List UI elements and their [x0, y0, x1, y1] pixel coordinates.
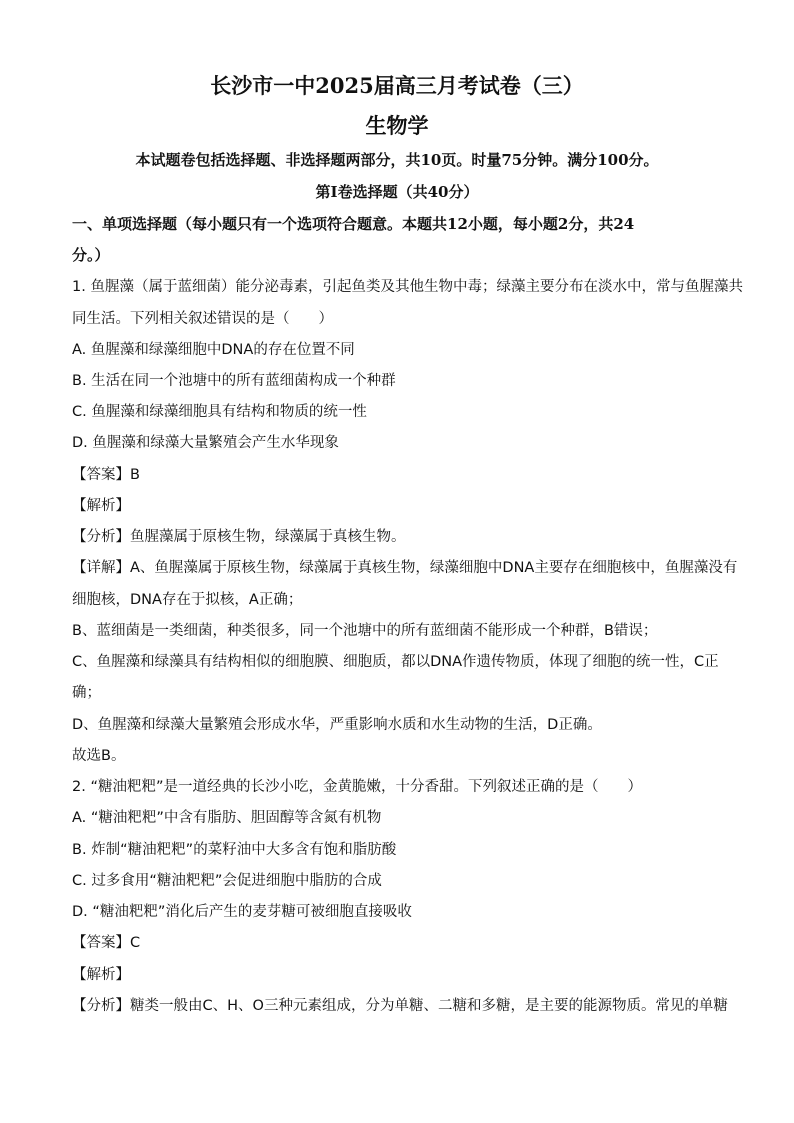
q1-detail-line: 确； [72, 685, 101, 701]
q2-stem: 2. “糖油粑粑”是一道经典的长沙小吃，金黄脆嫩，十分香甜。下列叙述正确的是（ ） [72, 779, 642, 795]
q1-stem-line1: 1. 鱼腥藻（属于蓝细菌）能分泌毒素，引起鱼类及其他生物中毒；绿藻主要分布在淡水中，常与鱼腥藻共 [72, 279, 743, 295]
q1-detail-line: 【详解】A、鱼腥藻属于原核生物，绿藻属于真核生物，绿藻细胞中DNA主要存在细胞核中，鱼腥藻没有 [72, 560, 738, 576]
exam-instructions: 本试题卷包括选择题、非选择题两部分，共10页。时量75分钟。满分100分。 [135, 151, 659, 169]
q1-detail-line: D、鱼腥藻和绿藻大量繁殖会形成水华，严重影响水质和水生动物的生活，D正确。 [72, 717, 602, 733]
q1-fenxi: 【分析】鱼腥藻属于原核生物，绿藻属于真核生物。 [72, 529, 406, 545]
exam-title: 长沙市一中2025届高三月考试卷（三） [210, 73, 584, 98]
q2-option-b: B. 炸制“糖油粑粑”的菜籽油中大多含有饱和脂肪酸 [72, 842, 397, 858]
q1-detail-line: 故选B。 [72, 748, 126, 764]
q1-detail-line: 细胞核，DNA存在于拟核，A正确； [72, 592, 303, 608]
q1-option-c: C. 鱼腥藻和绿藻细胞具有结构和物质的统一性 [72, 404, 367, 420]
q1-detail-line: B、蓝细菌是一类细菌，种类很多，同一个池塘中的所有蓝细菌不能形成一个种群，B错误； [72, 623, 658, 639]
q1-option-d: D. 鱼腥藻和绿藻大量繁殖会产生水华现象 [72, 435, 339, 451]
q2-option-a: A. “糖油粑粑”中含有脂肪、胆固醇等含氮有机物 [72, 810, 382, 826]
q2-analysis-label: 【解析】 [72, 967, 130, 983]
q1-option-b: B. 生活在同一个池塘中的所有蓝细菌构成一个种群 [72, 373, 396, 389]
q1-option-a: A. 鱼腥藻和绿藻细胞中DNA的存在位置不同 [72, 342, 355, 358]
q1-analysis-label: 【解析】 [72, 498, 130, 514]
part1-heading-line2: 分。） [72, 246, 110, 264]
part1-heading-line1: 一、单项选择题（每小题只有一个选项符合题意。本题共12小题，每小题2分，共24 [72, 215, 635, 233]
q2-option-c: C. 过多食用“糖油粑粑”会促进细胞中脂肪的合成 [72, 873, 382, 889]
q1-detail-line: C、鱼腥藻和绿藻具有结构相似的细胞膜、细胞质，都以DNA作遗传物质，体现了细胞的统一性，C正 [72, 654, 719, 670]
q2-option-d: D. “糖油粑粑”消化后产生的麦芽糖可被细胞直接吸收 [72, 904, 412, 920]
subject-title: 生物学 [365, 113, 429, 138]
q1-stem-line2: 同生活。下列相关叙述错误的是（ ） [72, 311, 333, 327]
q2-fenxi: 【分析】糖类一般由C、H、O三种元素组成，分为单糖、二糖和多糖，是主要的能源物质。常见的单糖 [72, 998, 728, 1014]
q2-answer: 【答案】C [72, 935, 141, 951]
section-title: 第Ⅰ卷选择题（共40分） [315, 183, 479, 201]
q1-answer: 【答案】B [72, 467, 140, 483]
